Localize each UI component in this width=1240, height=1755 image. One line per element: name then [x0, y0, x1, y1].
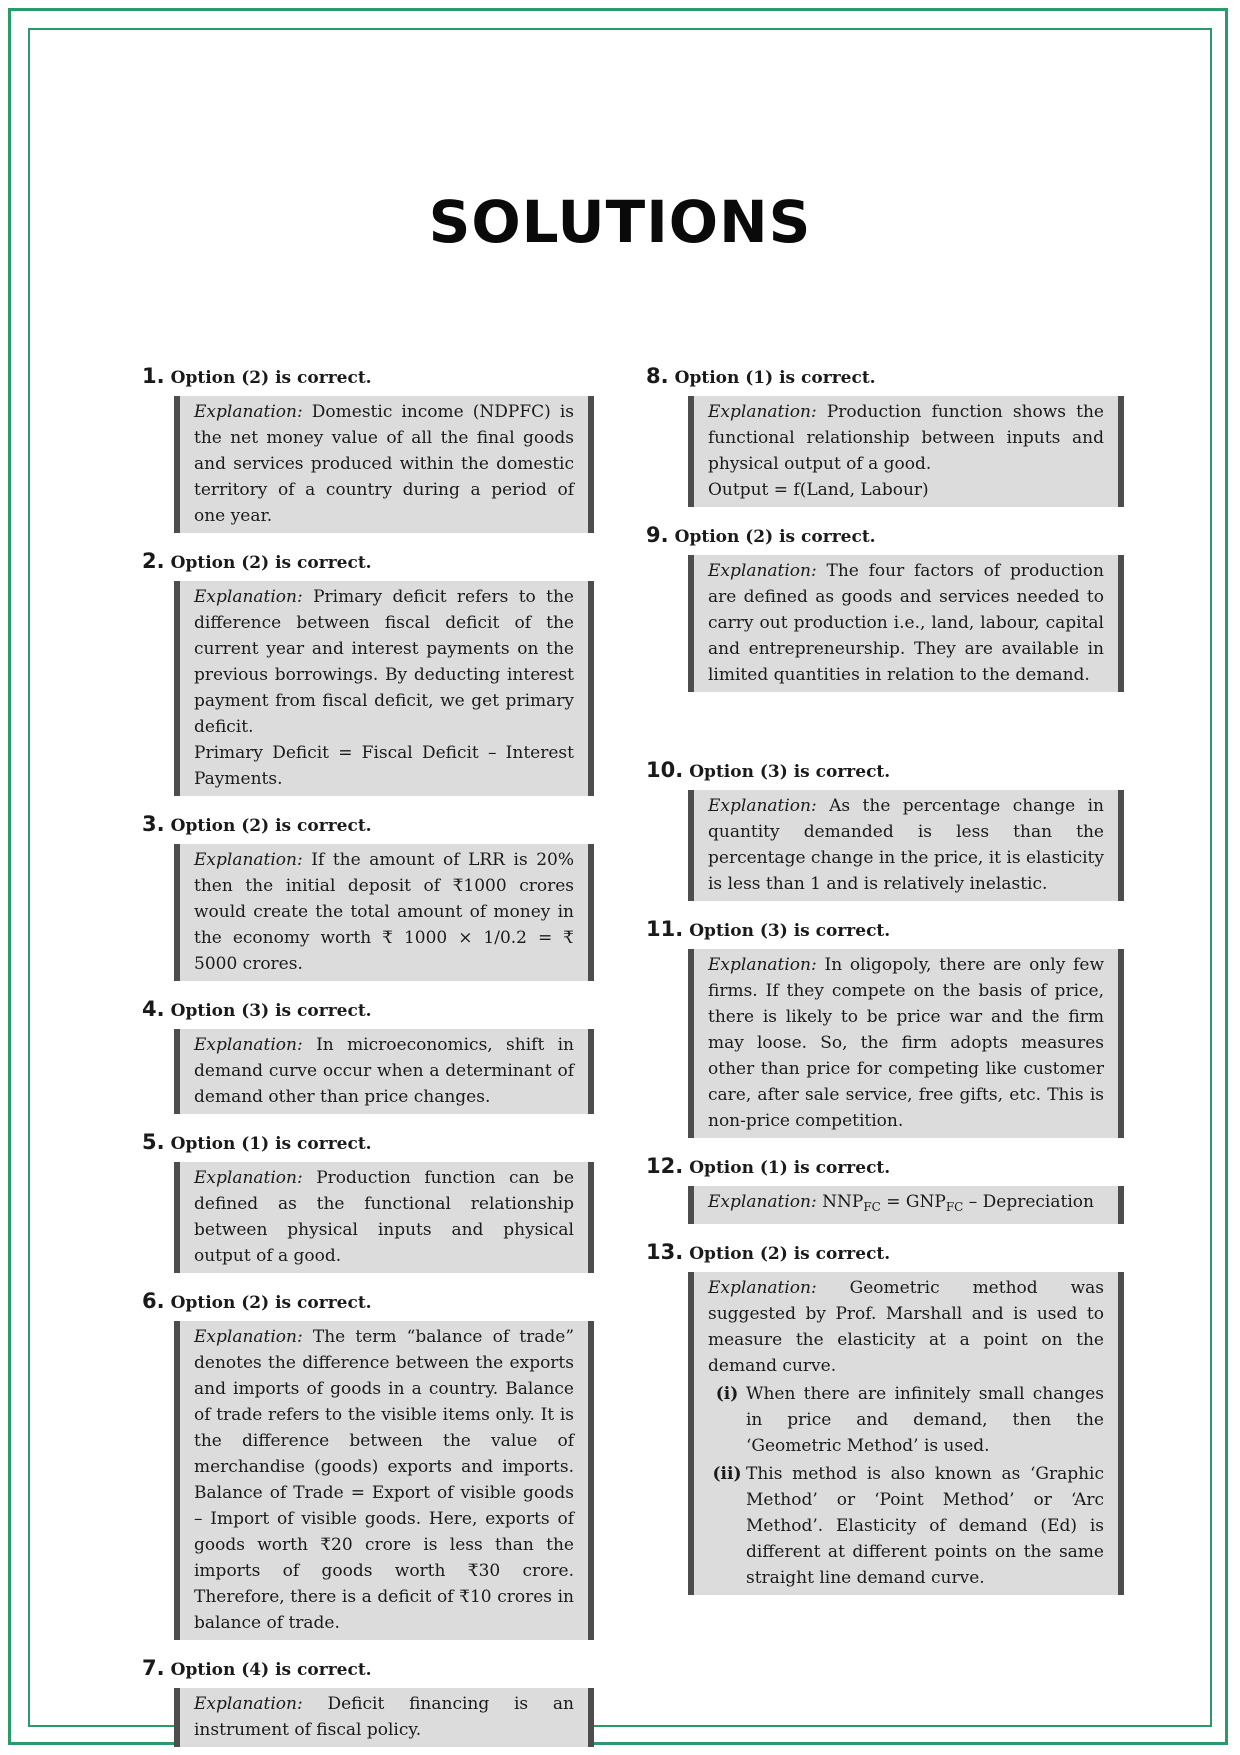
explanation-label: Explanation:	[194, 1694, 303, 1714]
explanation-box	[174, 844, 594, 981]
question-number: 11.	[646, 917, 684, 941]
explanation-text: Domestic income (NDPFC) is the net money value of all the final goods and services produced within the domestic territory of a country during a period of one year.	[194, 402, 575, 526]
formula-line: Primary Deficit = Fiscal Deficit – Interest Payments.	[194, 743, 574, 789]
explanation-text: Deficit financing is an instrument of fiscal policy.	[194, 1694, 574, 1740]
question-number: 7.	[142, 1656, 165, 1680]
explanation-label: Explanation:	[194, 1327, 303, 1347]
explanation-label: Explanation:	[194, 402, 303, 422]
list-item-text: When there are infinitely small changes in price and demand, then the ‘Geometric Method’ is used.	[746, 1384, 1104, 1456]
solution-5	[142, 1128, 612, 1273]
explanation-box	[688, 790, 1124, 901]
question-number: 1.	[142, 364, 165, 388]
answer-option: Option (2) is correct.	[170, 368, 372, 388]
solution-7	[142, 1654, 612, 1747]
solutions-left-column	[142, 362, 612, 1747]
formula-line: Output = f(Land, Labour)	[708, 480, 929, 500]
answer-option: Option (1) is correct.	[170, 1134, 372, 1154]
question-number: 10.	[646, 758, 684, 782]
solution-2	[142, 547, 612, 796]
answer-option: Option (3) is correct.	[689, 921, 891, 941]
solution-10	[646, 756, 1124, 901]
formula-rest: – Depreciation	[963, 1192, 1094, 1212]
explanation-text: If the amount of LRR is 20% then the initial deposit of ₹1000 crores would create the total amount of money in the economy worth ₹ 1000 × 1/0.2 = ₹ 5000 crores.	[194, 850, 575, 974]
solution-12	[646, 1152, 1124, 1224]
explanation-box	[174, 1162, 594, 1273]
answer-option: Option (2) is correct.	[170, 553, 372, 573]
formula-subscript: FC	[945, 1200, 964, 1214]
answer-option: Option (2) is correct.	[170, 816, 372, 836]
question-number: 8.	[646, 364, 669, 388]
solution-6	[142, 1287, 612, 1640]
explanation-label: Explanation:	[194, 1035, 303, 1055]
explanation-label: Explanation:	[708, 1192, 817, 1212]
explanation-box	[688, 1272, 1124, 1595]
answer-option: Option (1) is correct.	[674, 368, 876, 388]
explanation-text: The term “balance of trade” denotes the difference between the exports and imports of goods in a country. Balance of trade refers to the visible items only. It is the difference between the value of merchandise (goods) exports and imports. Balance of Trade = Export of visible goods – Import of visible goods. Here, exports of goods worth ₹20 crore is less than the imports of goods worth ₹30 crore. Therefore, there is a deficit of ₹10 crores in balance of trade.	[194, 1327, 575, 1633]
explanation-label: Explanation:	[708, 402, 817, 422]
answer-option: Option (3) is correct.	[689, 762, 891, 782]
solution-1	[142, 362, 612, 533]
explanation-label: Explanation:	[194, 1168, 303, 1188]
formula-subscript: FC	[863, 1200, 881, 1214]
explanation-text: Primary deficit refers to the difference between fiscal deficit of the current year and interest payments on the previous borrowings. By deducting interest payment from fiscal deficit, we get primary deficit.	[194, 587, 574, 737]
explanation-label: Explanation:	[194, 850, 303, 870]
solutions-right-column	[646, 362, 1124, 1595]
explanation-box	[688, 396, 1124, 507]
formula-gnp: GNP	[905, 1192, 946, 1212]
solution-9	[646, 521, 1124, 692]
explanation-box	[688, 555, 1124, 692]
solution-11	[646, 915, 1124, 1138]
explanation-text: The four factors of production are defined as goods and services needed to carry out production i.e., land, labour, capital and entrepreneurship. They are available in limited quantities in relation to the demand.	[708, 561, 1104, 685]
answer-option: Option (2) is correct.	[674, 527, 876, 547]
explanation-box	[174, 396, 594, 533]
explanation-label: Explanation:	[708, 955, 817, 975]
explanation-text: Geometric method was suggested by Prof. Marshall and is used to measure the elasticity at a point on the demand curve.	[708, 1278, 1104, 1376]
explanation-box	[688, 1186, 1124, 1224]
answer-option: Option (2) is correct.	[170, 1293, 372, 1313]
explanation-box	[174, 1688, 594, 1747]
list-item-number: (i)	[715, 1384, 739, 1404]
answer-option: Option (4) is correct.	[170, 1660, 372, 1680]
explanation-label: Explanation:	[194, 587, 303, 607]
explanation-box	[174, 581, 594, 796]
explanation-label: Explanation:	[708, 1278, 817, 1298]
question-number: 4.	[142, 997, 165, 1021]
page-title: SOLUTIONS	[428, 188, 812, 256]
question-number: 13.	[646, 1240, 684, 1264]
question-number: 9.	[646, 523, 669, 547]
explanation-box	[174, 1029, 594, 1114]
list-item	[708, 1381, 1104, 1459]
explanation-label: Explanation:	[708, 561, 817, 581]
question-number: 6.	[142, 1289, 165, 1313]
explanation-text: Production function shows the functional relationship between inputs and physical output of a good.	[708, 402, 1104, 474]
solution-13	[646, 1238, 1124, 1595]
list-item	[708, 1461, 1104, 1591]
explanation-label: Explanation:	[708, 796, 817, 816]
answer-option: Option (2) is correct.	[689, 1244, 891, 1264]
solution-3	[142, 810, 612, 981]
list-item-number: (ii)	[712, 1464, 742, 1484]
explanation-text: In oligopoly, there are only few firms. If they compete on the basis of price, there is likely to be price war and the firm may loose. So, the firm adopts measures other than price for competing like customer care, after sale service, free gifts, etc. This is non-price competition.	[708, 955, 1105, 1131]
explanation-text: Production function can be defined as the functional relationship between physical inputs and physical output of a good.	[194, 1168, 575, 1266]
question-number: 2.	[142, 549, 165, 573]
solution-4	[142, 995, 612, 1114]
answer-option: Option (1) is correct.	[689, 1158, 891, 1178]
explanation-text: In microeconomics, shift in demand curve occur when a determinant of demand other than price changes.	[194, 1035, 575, 1107]
solution-8	[646, 362, 1124, 507]
question-number: 12.	[646, 1154, 684, 1178]
question-number: 3.	[142, 812, 165, 836]
formula-nnp: NNP	[822, 1192, 864, 1212]
question-number: 5.	[142, 1130, 165, 1154]
formula-equals: =	[880, 1192, 906, 1212]
explanation-box	[174, 1321, 594, 1640]
explanation-text: As the percentage change in quantity demanded is less than the percentage change in the price, it is elasticity is less than 1 and is relatively inelastic.	[708, 796, 1105, 894]
explanation-box	[688, 949, 1124, 1138]
answer-option: Option (3) is correct.	[170, 1001, 372, 1021]
list-item-text: This method is also known as ‘Graphic Method’ or ‘Point Method’ or ‘Arc Method’. Elasticity of demand (Ed) is different at different points on the same straight line demand curve.	[746, 1464, 1104, 1588]
